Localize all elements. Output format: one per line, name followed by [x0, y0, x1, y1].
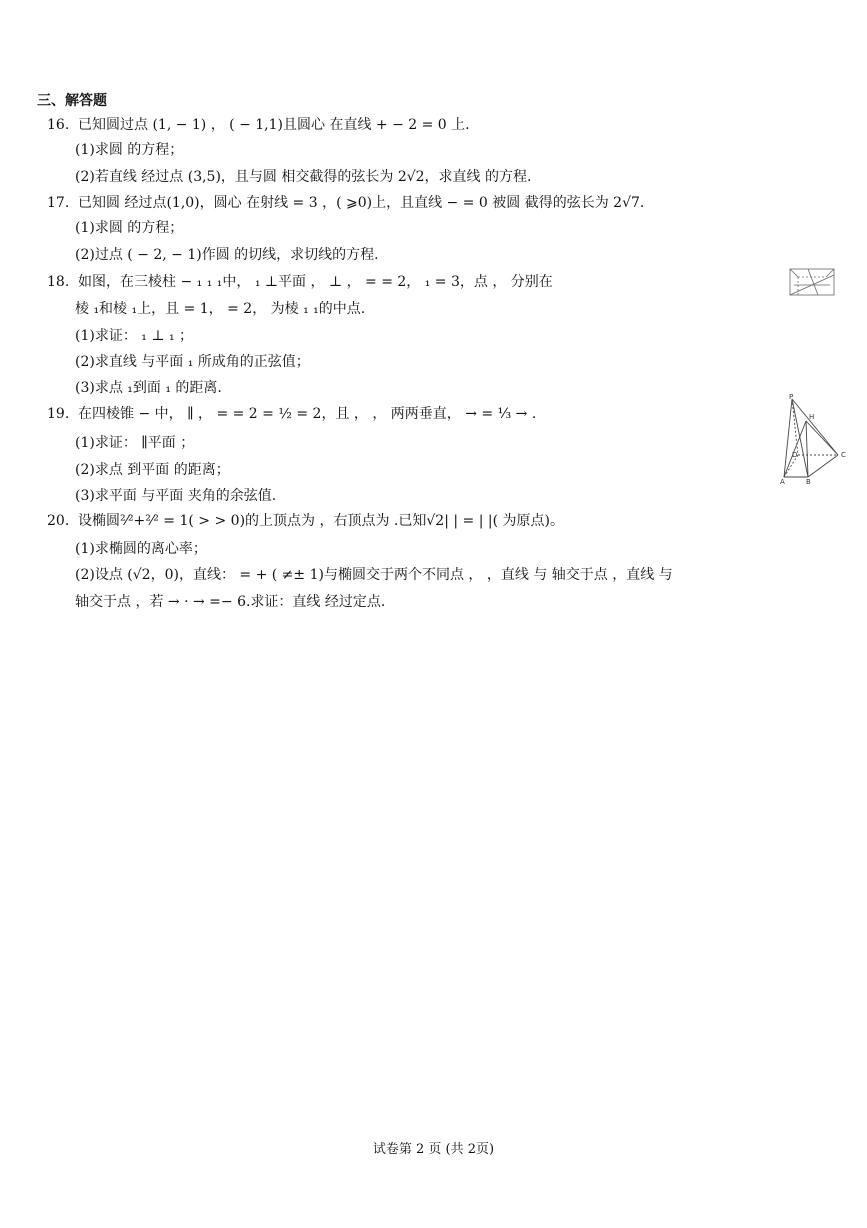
question-19-part-1: (1)求证： ∥平面 ； [75, 435, 195, 451]
section-title: 三、解答题 [37, 93, 107, 109]
question-18-part-2: (2)求直线 与平面 ₁ 所成角的正弦值； [75, 354, 310, 370]
question-17-stem: 已知圆 经过点(1,0)，圆心 在射线 = 3 ，( ⩾0)上，且直线 − = 0 被圆 截得的弦长为 2√7. [78, 195, 645, 211]
question-20-part-1: (1)求椭圆的离心率； [75, 541, 207, 557]
question-17-part-1: (1)求圆 的方程； [75, 220, 184, 236]
question-20-part-2: (2)设点 (√2，0)，直线： = + ( ≠± 1)与椭圆交于两个不同点 ， ，直线 与 轴交于点 ，直线 与 [75, 567, 673, 583]
question-16-part-1: (1)求圆 的方程； [75, 142, 184, 158]
pyramid-label-h: H [809, 413, 815, 421]
question-18-part-3: (3)求点 ₁到面 ₁ 的距离. [75, 380, 222, 396]
pyramid-label-p: P [789, 393, 794, 401]
question-16-stem: 已知圆过点 (1, − 1) ， ( − 1,1)且圆心 在直线 + − 2 = 0 上. [78, 117, 470, 133]
question-18-stem-cont: 棱 ₁和棱 ₁上，且 = 1， = 2， 为棱 ₁ ₁的中点. [75, 301, 366, 317]
page-footer: 试卷第 2 页 (共 2页) [372, 1142, 495, 1157]
pyramid-label-a: A [780, 478, 785, 485]
question-17-part-2: (2)过点 ( − 2, − 1)作圆 的切线，求切线的方程. [75, 247, 379, 263]
question-17-number: 17. [47, 195, 70, 211]
pyramid-label-c: C [841, 451, 846, 459]
question-18-part-1: (1)求证： ₁ ⊥ ₁ ； [75, 328, 194, 344]
prism-figure [788, 265, 836, 299]
question-19-part-2: (2)求点 到平面 的距离； [75, 462, 230, 478]
question-19-number: 19. [47, 406, 70, 422]
question-18-number: 18. [47, 274, 70, 290]
question-20-part-2-cont: 轴交于点 ，若 → · → =− 6.求证：直线 经过定点. [75, 594, 386, 610]
pyramid-figure [778, 393, 848, 485]
question-20-stem: 设椭圆²⁄²+²⁄² = 1( > > 0)的上顶点为 ，右顶点为 .已知√2| | = | |( 为原点)。 [78, 513, 564, 529]
question-19-part-3: (3)求平面 与平面 夹角的余弦值. [75, 488, 277, 504]
question-19-stem: 在四棱锥 − 中， ∥ ， = = 2 = ½ = 2，且 ， ， 两两垂直， → = ⅓ → . [78, 406, 537, 422]
question-16-part-2: (2)若直线 经过点 (3,5)，且与圆 相交截得的弦长为 2√2，求直线 的方程. [75, 169, 532, 185]
pyramid-label-b: B [806, 478, 811, 485]
pyramid-label-d: D [792, 451, 798, 459]
question-18-stem: 如图，在三棱柱 − ₁ ₁ ₁中， ₁ ⊥平面 ， ⊥ ， = = 2， ₁ = 3，点 ， 分别在 [78, 274, 553, 290]
question-20-number: 20. [47, 513, 70, 529]
question-16-number: 16. [47, 117, 70, 133]
